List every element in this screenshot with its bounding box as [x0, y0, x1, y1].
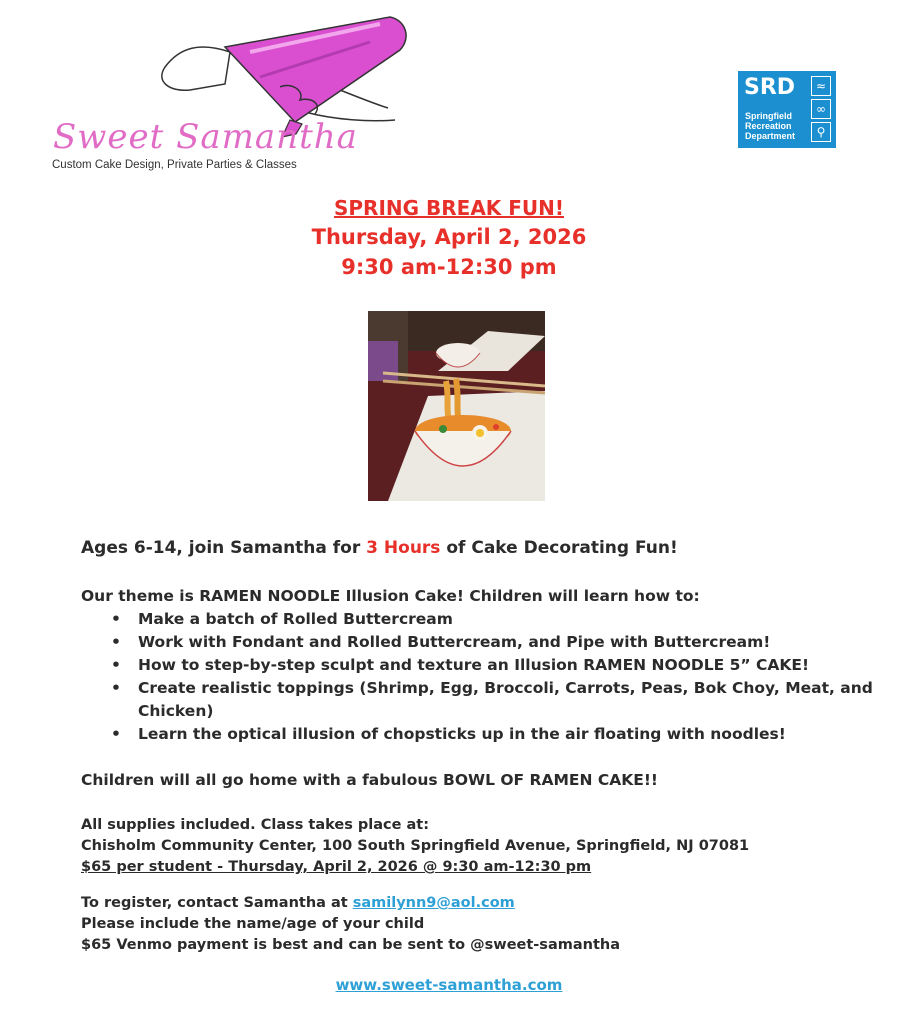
- list-item: • Create realistic toppings (Shrimp, Egg, Broccoli, Carrots, Peas, Bok Choy, Meat, and Chicken): [138, 677, 898, 723]
- sweet-samantha-logo: [50, 12, 430, 171]
- event-heading: SPRING BREAK FUN!: [333, 196, 565, 220]
- supplies-block: [81, 815, 749, 878]
- register-line: To register, contact Samantha at samilynn9@aol.com: [81, 895, 515, 911]
- include-line: Please include the name/age of your child: [81, 916, 425, 932]
- take-home-line: Children will all go home with a fabulous BOWL OF RAMEN CAKE!!: [81, 771, 658, 789]
- swimmer-icon: ≈: [811, 76, 831, 96]
- website-link[interactable]: www.sweet-samantha.com: [335, 976, 563, 994]
- runner-icon: ⚲: [811, 122, 831, 142]
- venmo-line: $65 Venmo payment is best and can be sent to @sweet-samantha: [81, 937, 620, 953]
- list-item: • Make a batch of Rolled Buttercream: [138, 608, 898, 631]
- hours-highlight: 3 Hours: [366, 538, 441, 558]
- brand-name: Sweet Samantha: [53, 117, 358, 157]
- bicycle-icon: ∞: [811, 99, 831, 119]
- register-block: [81, 893, 620, 956]
- event-date: Thursday, April 2, 2026: [311, 225, 587, 249]
- brand-tagline: Custom Cake Design, Private Parties & Classes: [52, 159, 297, 171]
- list-item: • Work with Fondant and Rolled Buttercream, and Pipe with Buttercream!: [138, 631, 898, 654]
- address: Chisholm Community Center, 100 South Springfield Avenue, Springfield, NJ 07081: [81, 838, 750, 854]
- email-link[interactable]: samilynn9@aol.com: [352, 895, 515, 911]
- srd-abbr: SRD: [744, 75, 796, 100]
- list-item: • Learn the optical illusion of chopsticks up in the air floating with noodles!: [138, 723, 898, 746]
- supplies-line: All supplies included. Class takes place at:: [81, 817, 430, 833]
- list-item: • How to step-by-step sculpt and texture an Illusion RAMEN NOODLE 5” CAKE!: [138, 654, 898, 677]
- srd-name: Springfield Recreation Department: [745, 111, 796, 141]
- price-line: $65 per student - Thursday, April 2, 2026 @ 9:30 am-12:30 pm: [81, 859, 592, 875]
- event-time: 9:30 am-12:30 pm: [341, 255, 557, 279]
- learn-list: [81, 608, 898, 746]
- theme-line: Our theme is RAMEN NOODLE Illusion Cake! Children will learn how to:: [81, 587, 700, 605]
- srd-logo: [738, 71, 836, 148]
- intro-line: Ages 6-14, join Samantha for 3 Hours of Cake Decorating Fun!: [81, 538, 678, 558]
- ramen-cake-photo: [368, 311, 545, 501]
